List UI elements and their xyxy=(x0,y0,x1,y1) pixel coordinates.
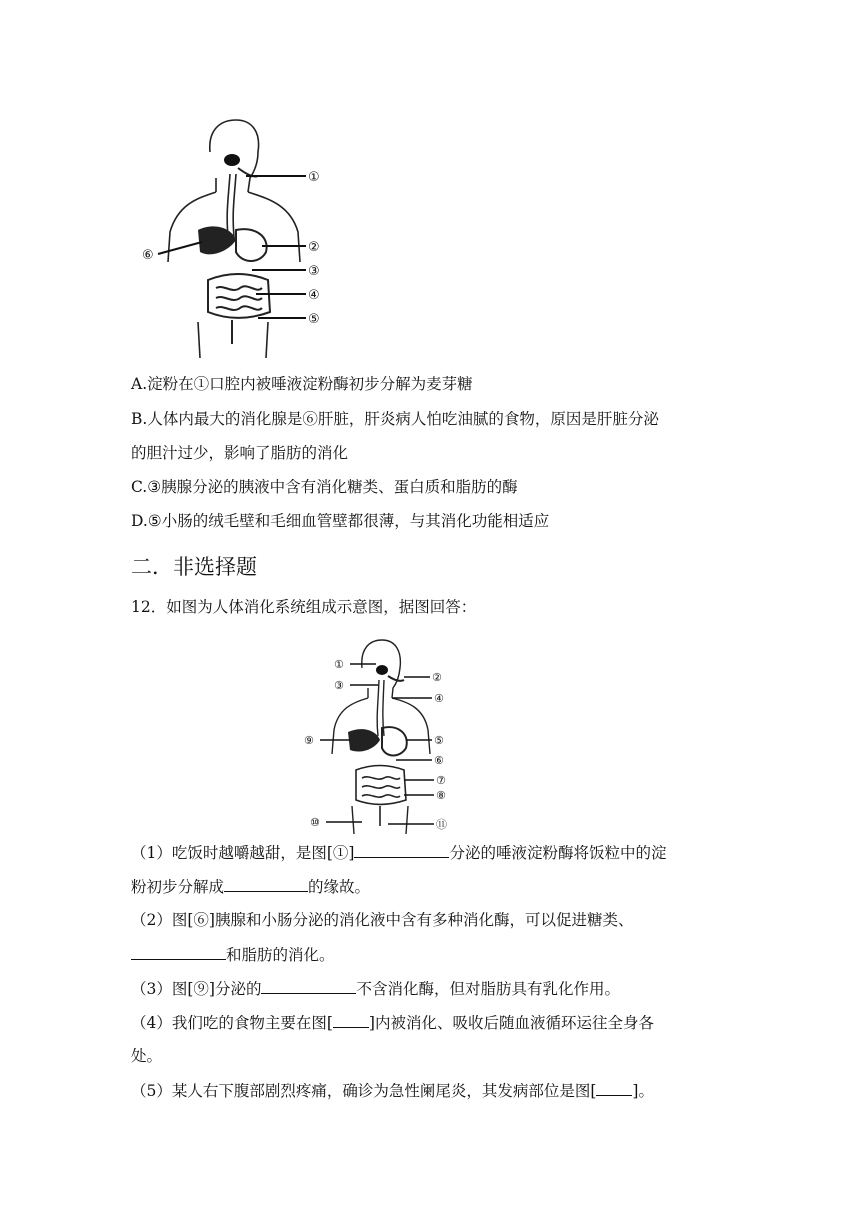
option-d: D.⑤小肠的绒毛壁和毛细血管壁都很薄，与其消化功能相适应 xyxy=(131,512,550,530)
part-1-text-a: （1）吃饭时越嚼越甜，是图[①] xyxy=(131,844,355,862)
question-12-part-2-line2 xyxy=(131,943,335,966)
part-1-text-b: 分泌的唾液淀粉酶将饭粒中的淀 xyxy=(449,844,667,862)
part-1-text-d: 的缘故。 xyxy=(308,878,371,896)
part-5-text-b: ]。 xyxy=(632,1082,654,1100)
callout-4: ④ xyxy=(434,692,444,705)
part-3-text-b: 不含消化酶，但对脂肪具有乳化作用。 xyxy=(356,980,620,998)
option-b-line2: 的胆汁过少，影响了脂肪的消化 xyxy=(131,444,349,462)
question-12-part-2-line1: （2）图[⑥]胰腺和小肠分泌的消化液中含有多种消化酶，可以促进糖类、 xyxy=(131,911,634,929)
question-12-part-5 xyxy=(131,1079,654,1102)
callout-6: ⑥ xyxy=(142,248,154,263)
digestive-system-figure-2 xyxy=(300,630,460,835)
callout-2: ② xyxy=(308,240,320,255)
part-1-text-c: 粉初步分解成 xyxy=(131,878,225,896)
callout-7: ⑦ xyxy=(436,774,446,787)
answer-blank-4[interactable] xyxy=(333,1011,369,1028)
section-heading: 二．非选择题 xyxy=(131,555,257,579)
callout-10: ⑩ xyxy=(310,816,320,829)
callout-9: ⑨ xyxy=(304,734,314,747)
callout-4: ④ xyxy=(308,288,320,303)
callout-5: ⑤ xyxy=(308,312,320,327)
part-5-text-a: （5）某人右下腹部剧烈疼痛，确诊为急性阑尾炎，其发病部位是图[ xyxy=(131,1082,597,1100)
part-4-text-b: ]内被消化、吸收后随血液循环运往全身各 xyxy=(368,1014,654,1032)
part-4-text-a: （4）我们吃的食物主要在图[ xyxy=(131,1014,333,1032)
answer-blank-3[interactable] xyxy=(261,977,356,994)
option-c: C.③胰腺分泌的胰液中含有消化糖类、蛋白质和脂肪的酶 xyxy=(131,478,518,496)
digestive-system-figure-1 xyxy=(128,112,343,360)
callout-1: ① xyxy=(334,658,344,671)
answer-blank-5[interactable] xyxy=(596,1079,632,1096)
question-12-stem: 12．如图为人体消化系统组成示意图，据图回答： xyxy=(131,598,477,616)
question-12-part-4-line2: 处。 xyxy=(131,1047,163,1065)
question-12-part-1-line1 xyxy=(131,841,666,864)
answer-blank-1a[interactable] xyxy=(354,841,449,858)
option-a: A.淀粉在①口腔内被唾液淀粉酶初步分解为麦芽糖 xyxy=(131,375,473,393)
callout-3: ③ xyxy=(334,679,344,692)
question-12-part-1-line2 xyxy=(131,875,370,898)
callout-11: ⑪ xyxy=(436,818,447,831)
callout-5: ⑤ xyxy=(434,734,444,747)
question-12-part-4-line1 xyxy=(131,1011,654,1034)
callout-1: ① xyxy=(308,170,320,185)
callout-8: ⑧ xyxy=(436,789,446,802)
answer-blank-1b[interactable] xyxy=(224,875,308,892)
question-12-part-3 xyxy=(131,977,620,1000)
callout-2: ② xyxy=(432,671,442,684)
part-3-text-a: （3）图[⑨]分泌的 xyxy=(131,980,262,998)
option-b-line1: B.人体内最大的消化腺是⑥肝脏，肝炎病人怕吃油腻的食物，原因是肝脏分泌 xyxy=(131,410,659,428)
callout-6: ⑥ xyxy=(434,754,444,767)
answer-blank-2[interactable] xyxy=(131,943,226,960)
callout-3: ③ xyxy=(308,264,320,279)
part-2-text-b: 和脂肪的消化。 xyxy=(226,946,335,964)
